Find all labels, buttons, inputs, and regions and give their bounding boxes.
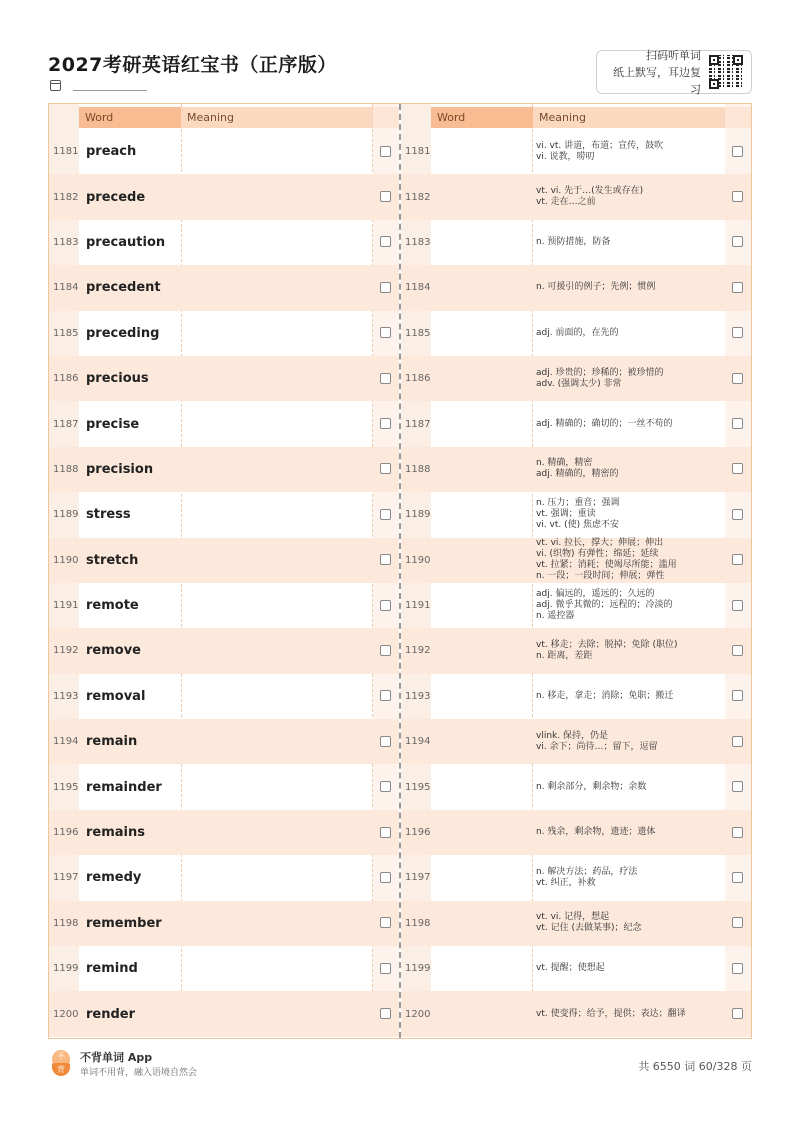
entry-number: 1186 — [53, 373, 79, 385]
entry-word: stretch — [86, 552, 139, 568]
review-checkbox[interactable] — [732, 600, 743, 611]
entry-number: 1189 — [405, 509, 431, 521]
entry-word: preceding — [86, 325, 160, 341]
review-checkbox[interactable] — [380, 418, 391, 429]
entry-meaning: n. 精确，精密 adj. 精确的，精密的 — [536, 458, 619, 480]
review-checkbox[interactable] — [732, 917, 743, 928]
table-row — [401, 356, 751, 401]
table-row — [49, 538, 399, 583]
entry-number: 1196 — [405, 827, 431, 839]
table-row — [401, 538, 751, 583]
table-row — [401, 401, 751, 446]
table-row — [401, 129, 751, 174]
review-checkbox[interactable] — [732, 236, 743, 247]
entry-meaning: vt. 移走；去除；脱掉；免除 (职位) n. 距离，差距 — [536, 639, 678, 661]
entry-meaning: n. 预防措施，防备 — [536, 236, 611, 247]
review-checkbox[interactable] — [380, 736, 391, 747]
entry-word: stress — [86, 507, 131, 523]
table-row — [49, 492, 399, 537]
table-row — [401, 583, 751, 628]
entry-meaning: vt. 使变得；给予，提供；表达；翻译 — [536, 1008, 686, 1019]
table-row — [401, 991, 751, 1036]
review-checkbox[interactable] — [380, 146, 391, 157]
review-checkbox[interactable] — [732, 327, 743, 338]
table-row — [49, 447, 399, 492]
entry-number: 1187 — [405, 418, 431, 430]
entry-number: 1182 — [53, 191, 79, 203]
entry-meaning: vt. 提醒；使想起 — [536, 963, 605, 974]
review-checkbox[interactable] — [380, 781, 391, 792]
entry-word: preach — [86, 144, 137, 160]
entry-number: 1198 — [405, 917, 431, 929]
entry-word: precaution — [86, 234, 166, 250]
entry-word: remedy — [86, 870, 142, 886]
meaning-column-header: Meaning — [181, 107, 373, 128]
table-row — [49, 311, 399, 356]
table-row — [49, 674, 399, 719]
review-checkbox[interactable] — [732, 872, 743, 883]
review-checkbox[interactable] — [380, 690, 391, 701]
entry-word: precision — [86, 461, 154, 477]
table-row — [401, 810, 751, 855]
entry-number: 1188 — [405, 463, 431, 475]
page-title: 2027考研英语红宝书（正序版） — [48, 54, 337, 76]
entry-meaning: vlink. 保持，仍是 vi. 余下；尚待…；留下，逗留 — [536, 730, 658, 752]
qr-line-2: 纸上默写，耳边复习 — [613, 65, 701, 96]
review-checkbox[interactable] — [380, 872, 391, 883]
entry-meaning: n. 解决方法；药品，疗法 vt. 纠正，补救 — [536, 866, 638, 888]
entry-word: render — [86, 1006, 136, 1022]
entry-number: 1191 — [405, 600, 431, 612]
entry-number: 1185 — [53, 327, 79, 339]
entry-number: 1188 — [53, 463, 79, 475]
entry-number: 1197 — [405, 872, 431, 884]
table-row — [401, 628, 751, 673]
word-column-header: Word — [79, 107, 181, 128]
review-checkbox[interactable] — [380, 963, 391, 974]
entry-word: remember — [86, 915, 162, 931]
review-checkbox[interactable] — [380, 463, 391, 474]
entry-number: 1195 — [53, 781, 79, 793]
entry-meaning: adj. 珍贵的；珍稀的；被珍惜的 adv. (强调太少) 非常 — [536, 367, 664, 389]
entry-number: 1182 — [405, 191, 431, 203]
meaning-list — [401, 129, 751, 1037]
entry-meaning: vi. vt. 讲道，布道；宣传，鼓吹 vi. 说教，唠叨 — [536, 140, 664, 162]
entry-meaning: n. 压力；重音；强调 vt. 强调；重读 vi. vt. (使) 焦虑不安 — [536, 498, 620, 531]
entry-number: 1192 — [405, 645, 431, 657]
entry-number: 1193 — [405, 690, 431, 702]
review-checkbox[interactable] — [732, 373, 743, 384]
review-checkbox[interactable] — [380, 827, 391, 838]
review-checkbox[interactable] — [732, 827, 743, 838]
calendar-icon — [50, 80, 61, 91]
qr-code-icon[interactable] — [709, 55, 743, 89]
review-checkbox[interactable] — [380, 917, 391, 928]
review-checkbox[interactable] — [732, 418, 743, 429]
entry-number: 1193 — [53, 690, 79, 702]
review-checkbox[interactable] — [732, 736, 743, 747]
review-checkbox[interactable] — [380, 554, 391, 565]
entry-meaning: n. 移走，拿走；消除；免职；搬迁 — [536, 690, 674, 701]
review-checkbox[interactable] — [732, 554, 743, 565]
entry-word: precedent — [86, 280, 161, 296]
table-row — [49, 628, 399, 673]
entry-meaning: n. 残余，剩余物，遗迹；遗体 — [536, 827, 656, 838]
entry-number: 1184 — [405, 282, 431, 294]
entry-number: 1199 — [405, 963, 431, 975]
entry-number: 1200 — [53, 1008, 79, 1020]
page-info: 共 6550 词 60/328 页 — [638, 1060, 752, 1073]
table-row — [49, 719, 399, 764]
entry-word: remind — [86, 961, 138, 977]
review-checkbox[interactable] — [732, 963, 743, 974]
entry-number: 1198 — [53, 917, 79, 929]
entry-number: 1196 — [53, 827, 79, 839]
table-row — [49, 583, 399, 628]
entry-meaning: n. 可援引的例子；先例；惯例 — [536, 282, 656, 293]
app-name: 不背单词 App — [80, 1051, 153, 1064]
review-checkbox[interactable] — [380, 327, 391, 338]
review-checkbox[interactable] — [380, 373, 391, 384]
entry-meaning: vt. vi. 先于…(发生或存在) vt. 走在…之前 — [536, 186, 644, 208]
review-checkbox[interactable] — [732, 463, 743, 474]
table-row — [49, 901, 399, 946]
word-column-half — [49, 104, 399, 1037]
qr-line-1: 扫码听单词 — [646, 48, 701, 62]
entry-number: 1191 — [53, 600, 79, 612]
entry-meaning: adj. 偏远的，遥远的；久远的 adj. 微乎其微的；远程的；冷淡的 n. 遥控器 — [536, 589, 673, 622]
date-field[interactable] — [73, 81, 147, 91]
table-row — [401, 311, 751, 356]
app-logo — [52, 1050, 72, 1076]
entry-number: 1194 — [53, 736, 79, 748]
table-row — [401, 901, 751, 946]
entry-number: 1183 — [405, 236, 431, 248]
qr-caption — [607, 47, 709, 98]
table-row — [49, 810, 399, 855]
entry-number: 1181 — [53, 146, 79, 158]
entry-number: 1186 — [405, 373, 431, 385]
entry-word: precious — [86, 371, 149, 387]
table-row — [401, 855, 751, 900]
entry-number: 1183 — [53, 236, 79, 248]
table-row — [49, 855, 399, 900]
entry-word: remainder — [86, 779, 162, 795]
word-column-header: Word — [431, 107, 533, 128]
review-checkbox[interactable] — [380, 1008, 391, 1019]
entry-number: 1194 — [405, 736, 431, 748]
entry-number: 1190 — [405, 554, 431, 566]
review-checkbox[interactable] — [380, 645, 391, 656]
table-row — [401, 447, 751, 492]
review-checkbox[interactable] — [380, 282, 391, 293]
entry-word: precede — [86, 189, 146, 205]
review-checkbox[interactable] — [380, 600, 391, 611]
entry-number: 1185 — [405, 327, 431, 339]
review-checkbox[interactable] — [732, 282, 743, 293]
table-row — [49, 265, 399, 310]
entry-number: 1187 — [53, 418, 79, 430]
entry-number: 1189 — [53, 509, 79, 521]
entry-word: remain — [86, 734, 138, 750]
entry-number: 1197 — [53, 872, 79, 884]
word-list — [49, 129, 399, 1037]
app-slogan: 单词不用背，融入语境自然会 — [80, 1068, 198, 1078]
entry-word: remains — [86, 825, 145, 841]
review-checkbox[interactable] — [380, 191, 391, 202]
review-checkbox[interactable] — [732, 781, 743, 792]
logo-bottom: 背 — [52, 1063, 70, 1076]
review-checkbox[interactable] — [380, 509, 391, 520]
entry-number: 1200 — [405, 1008, 431, 1020]
entry-word: precise — [86, 416, 140, 432]
entry-meaning: adj. 精确的；确切的；一丝不苟的 — [536, 418, 673, 429]
entry-meaning: vt. vi. 记得，想起 vt. 记住 (去做某事)；纪念 — [536, 912, 642, 934]
entry-number: 1195 — [405, 781, 431, 793]
entry-meaning: n. 剩余部分，剩余物；余数 — [536, 781, 647, 792]
table-row — [49, 220, 399, 265]
table-row — [49, 946, 399, 991]
entry-number: 1199 — [53, 963, 79, 975]
table-row — [401, 265, 751, 310]
review-checkbox[interactable] — [732, 146, 743, 157]
meaning-column-header: Meaning — [533, 107, 725, 128]
table-row — [401, 764, 751, 809]
check-column-header — [373, 107, 399, 128]
review-checkbox[interactable] — [732, 509, 743, 520]
logo-top: 不 — [52, 1050, 70, 1063]
table-row — [49, 764, 399, 809]
entry-number: 1184 — [53, 282, 79, 294]
review-checkbox[interactable] — [732, 1008, 743, 1019]
table-row — [49, 991, 399, 1036]
meaning-column-half — [401, 104, 751, 1037]
table-row — [401, 220, 751, 265]
entry-number: 1181 — [405, 146, 431, 158]
review-checkbox[interactable] — [380, 236, 391, 247]
check-column-header — [725, 107, 751, 128]
date-row — [50, 80, 147, 91]
table-row — [49, 356, 399, 401]
table-row — [401, 674, 751, 719]
table-row — [401, 946, 751, 991]
table-row — [49, 129, 399, 174]
entry-meaning: vt. vi. 拉长，撑大；伸展；伸出 vi. (织物) 有弹性；绵延；延续 vt. 拉紧；消耗；使竭尽所能；滥用 n. 一段；一段时间；伸展；弹性 — [536, 538, 677, 582]
entry-meaning: adj. 前面的，在先的 — [536, 327, 619, 338]
table-row — [401, 492, 751, 537]
qr-card[interactable] — [596, 50, 752, 94]
entry-word: removal — [86, 688, 146, 704]
entry-word: remote — [86, 598, 139, 614]
review-checkbox[interactable] — [732, 645, 743, 656]
table-row — [401, 719, 751, 764]
table-row — [49, 174, 399, 219]
table-row — [49, 401, 399, 446]
entry-number: 1190 — [53, 554, 79, 566]
table-row — [401, 174, 751, 219]
review-checkbox[interactable] — [732, 690, 743, 701]
review-checkbox[interactable] — [732, 191, 743, 202]
word-sheet — [48, 103, 752, 1039]
entry-number: 1192 — [53, 645, 79, 657]
entry-word: remove — [86, 643, 141, 659]
